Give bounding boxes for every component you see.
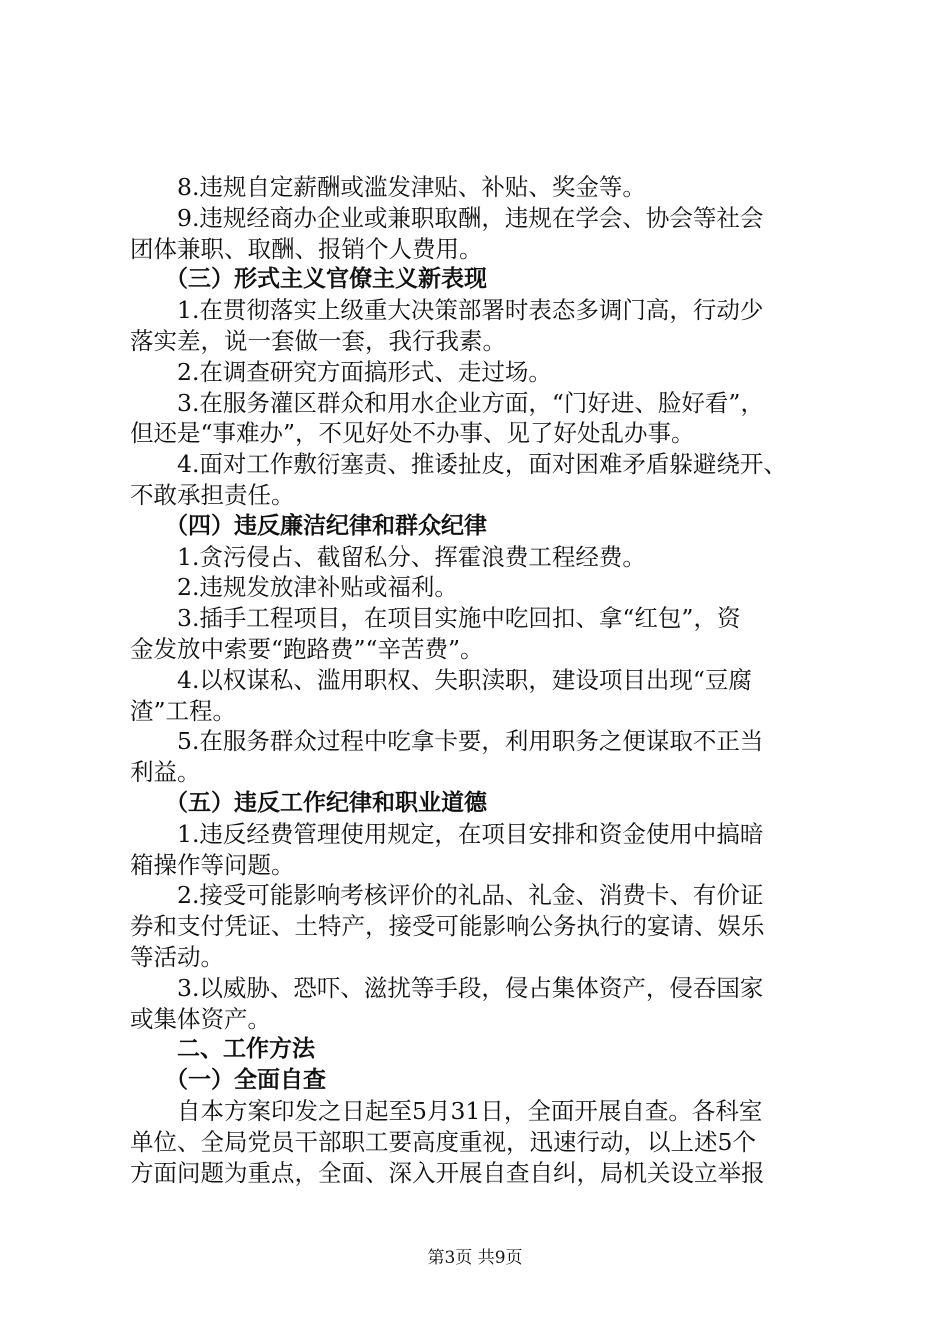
list-item-4: 4.面对工作敷衍塞责、推诿扯皮，面对困难矛盾躲避绕开、 [177,450,787,479]
list-item-9: 9.违规经商办企业或兼职取酬，违规在学会、协会等社会 [177,203,764,232]
list-item-5-continuation: 利益。 [130,758,201,787]
list-item-2-continuation: 券和支付凭证、土特产，接受可能影响公务执行的宴请、娱乐 [130,912,765,941]
paragraph: 自本方案印发之日起至5月31日，全面开展自查。各科室 [177,1096,763,1125]
list-item-2: 2.违规发放津补贴或福利。 [177,573,458,602]
list-item-2: 2.在调查研究方面搞形式、走过场。 [177,357,552,386]
list-item-1-continuation: 箱操作等问题。 [130,850,295,879]
list-item-3: 3.以威胁、恐吓、滋扰等手段，侵占集体资产，侵吞国家 [177,973,764,1002]
list-item-3-continuation: 或集体资产。 [130,1004,271,1033]
list-item-1: 1.贪污侵占、截留私分、挥霍浪费工程经费。 [177,542,646,571]
list-item-2-continuation: 等活动。 [130,942,224,971]
list-item-3: 3.在服务灌区群众和用水企业方面，“门好进、脸好看”， [177,388,764,417]
list-item-4-continuation: 渣”工程。 [130,696,237,725]
section-heading-5: （五）违反工作纪律和职业道德 [165,789,487,816]
list-item-1: 1.违反经费管理使用规定，在项目安排和资金使用中搞暗 [177,819,764,848]
list-item-3-continuation: 金发放中索要“跑路费”“辛苦费”。 [130,634,484,663]
list-item-4-continuation: 不敢承担责任。 [130,480,295,509]
paragraph-continuation: 单位、全局党员干部职工要高度重视，迅速行动，以上述5个 [130,1127,756,1156]
list-item-8: 8.违规自定薪酬或滥发津贴、补贴、奖金等。 [177,173,646,201]
section-heading-3: （三）形式主义官僚主义新表现 [165,266,487,293]
chapter-heading-2: 二、工作方法 [177,1036,315,1063]
list-item-4: 4.以权谋私、滥用职权、失职渎职，建设项目出现“豆腐 [177,665,752,694]
section-heading-1: （一）全面自查 [165,1067,326,1094]
list-item-9-continuation: 团体兼职、取酬、报销个人费用。 [130,234,483,263]
list-item-3: 3.插手工程项目，在项目实施中吃回扣、拿“红包”，资 [177,604,741,633]
list-item-5: 5.在服务群众过程中吃拿卡要，利用职务之便谋取不正当 [177,727,764,756]
section-heading-4: （四）违反廉洁纪律和群众纪律 [165,512,487,539]
list-item-3-continuation: 但还是“事难办”，不见好处不办事、见了好处乱办事。 [130,419,695,448]
paragraph-continuation: 方面问题为重点，全面、深入开展自查自纠，局机关设立举报 [130,1158,765,1187]
list-item-1: 1.在贯彻落实上级重大决策部署时表态多调门高，行动少 [177,296,764,325]
list-item-2: 2.接受可能影响考核评价的礼品、礼金、消费卡、有价证 [177,881,764,910]
page-number-footer: 第3页 共9页 [427,1248,523,1268]
document-body [130,172,832,1188]
list-item-1-continuation: 落实差，说一套做一套，我行我素。 [130,326,506,355]
